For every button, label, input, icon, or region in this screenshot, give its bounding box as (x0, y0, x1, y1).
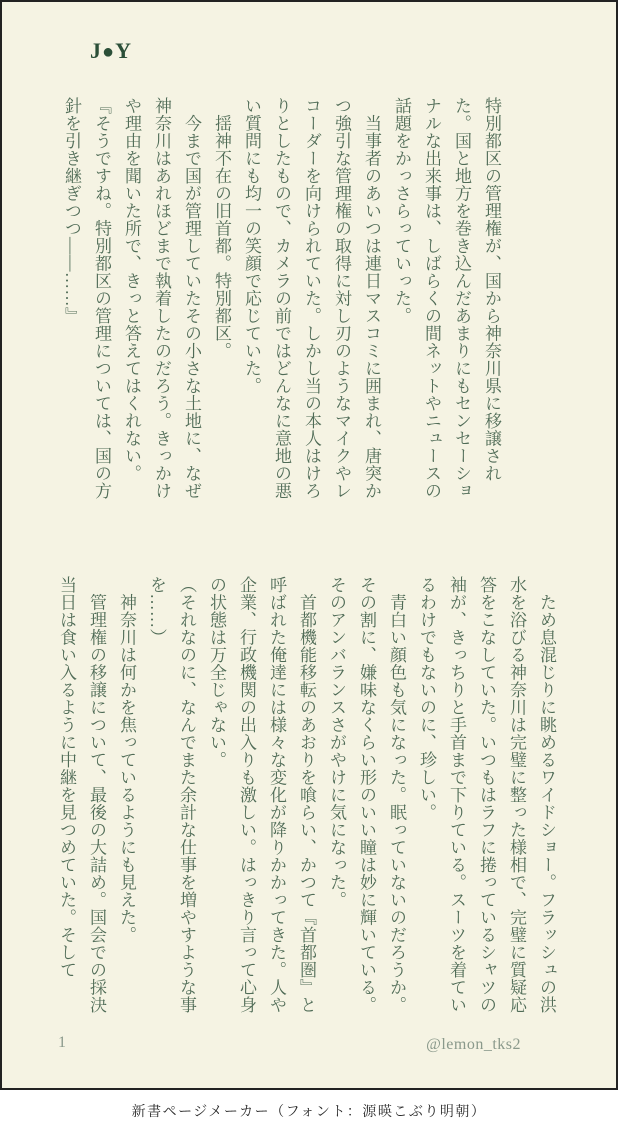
logo-letter-y: Y (115, 38, 132, 63)
paragraph: 青白い顔色も気になった。眠っていないのだろうか。その割に、嫌味なくらい形のいい瞳は妙に輝いている。そのアンバランスさがやけに気になった。 (327, 576, 406, 1014)
paragraph: ため息混じりに眺めるワイドショー。フラッシュの洪水を浴びる神奈川は完璧に整った様相で、完璧に質疑応答をこなしていた。いつもはラフに捲っているシャツの袖が、きっちりと手首まで下りている。スーツを着ているわけでもないのに、珍しい。 (417, 576, 556, 1014)
footer-caption: 新書ページメーカー（フォント：源暎こぶり明朝） (131, 1105, 487, 1120)
paragraph: 管理権の移譲について、最後の大詰め。国会での採決当日は食い入るように中継を見つめていた。そして (57, 576, 106, 1014)
logo-dot-icon: ● (102, 41, 116, 63)
paragraph: 首都機能移転のあおりを喰らい、かつて『首都圏』と呼ばれた俺達には様々な変化が降りかかってきた。人や企業、行政機関の出入りも激しい。はっきり言って心身の状態は万全じゃない。 (207, 576, 316, 1014)
paragraph: 神奈川は何かを焦っているようにも見えた。 (117, 576, 136, 944)
logo-letter-j: J (90, 38, 102, 63)
page-number: 1 (58, 1034, 66, 1051)
watermark-handle: @lemon_tks2 (426, 1036, 521, 1053)
paragraph: 今まで国が管理していたその小さな土地に、なぜ神奈川はあれほどまで執着したのだろう。きっかけや理由を聞いた所で、きっと答えてはくれない。 (122, 97, 201, 500)
paragraph: 揺神不在の旧首都。特別都区。 (212, 97, 231, 360)
vertical-text-block-top (56, 97, 506, 515)
paragraph: 特別都区の管理権が、国から神奈川県に移譲された。国と地方を巻き込んだあまりにもセンセーショナルな出来事は、しばらくの間ネットやニュースの話題をかっさらっていった。 (392, 97, 501, 500)
footer-bar (0, 1090, 618, 1132)
logo (90, 40, 132, 62)
paragraph: （それなのに、なんでまた余計な仕事を増やすような事を……） (147, 576, 196, 1014)
paragraph: 当事者のあいつは連日マスコミに囲まれ、唐突かつ強引な管理権の取得に対し刃のようなマイクやレコーダーを向けられていた。しかし当の本人はけろりとしたもので、カメラの前ではどんなに意地の悪い質問にも均一の笑顔で応じていた。 (242, 97, 381, 500)
paragraph: 『そうですね。特別都区の管理については、国の方針を引き継ぎつつ――……』 (62, 97, 111, 500)
vertical-text-block-bottom (51, 576, 561, 1014)
